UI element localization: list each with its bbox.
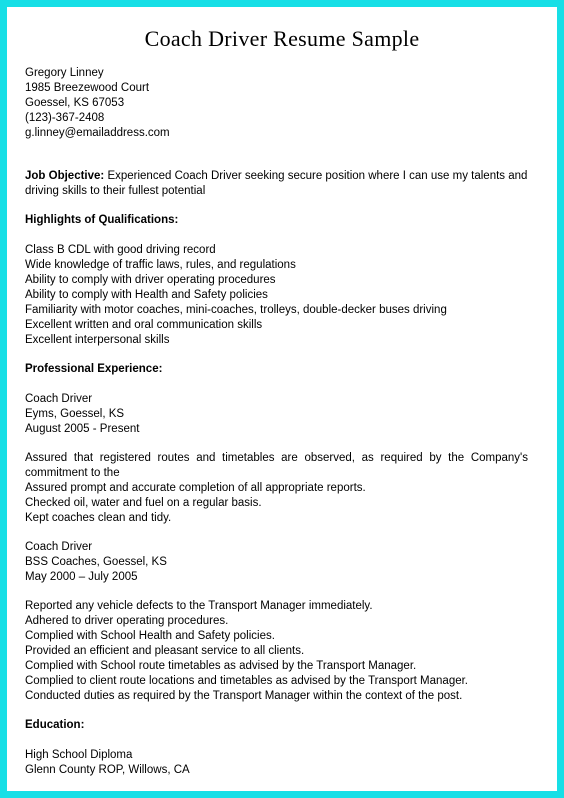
objective-text: Experienced Coach Driver seeking secure position where I can use my talents and [104, 170, 528, 182]
job-duty: Kept coaches clean and tidy. [25, 512, 172, 524]
education-heading: Education: [25, 719, 85, 731]
highlight-item: Ability to comply with driver operating procedures [25, 274, 276, 286]
job-title: Coach Driver [25, 393, 93, 405]
objective-line-1 [25, 169, 527, 183]
highlight-item: Excellent interpersonal skills [25, 334, 170, 346]
experience-heading: Professional Experience: [25, 363, 163, 375]
contact-email: g.linney@emailaddress.com [25, 127, 170, 139]
job-dates: August 2005 - Present [25, 423, 140, 435]
job-duty: Provided an efficient and pleasant service to all clients. [25, 645, 305, 657]
job-duty: Adhered to driver operating procedures. [25, 615, 229, 627]
job-company: Eyms, Goessel, KS [25, 408, 125, 420]
education-degree: High School Diploma [25, 749, 133, 761]
job-duty: Complied to client route locations and timetables as advised by the Transport Manager. [25, 675, 468, 687]
objective-line-2: driving skills to their fullest potential [25, 185, 206, 197]
contact-name: Gregory Linney [25, 67, 104, 79]
page-title: Coach Driver Resume Sample [144, 26, 420, 51]
education-school: Glenn County ROP, Willows, CA [25, 764, 190, 776]
highlight-item: Ability to comply with Health and Safety policies [25, 289, 268, 301]
job-duty: Checked oil, water and fuel on a regular basis. [25, 497, 262, 509]
job-duty: Conducted duties as required by the Transport Manager within the context of the post. [25, 690, 463, 702]
highlights-heading: Highlights of Qualifications: [25, 214, 179, 226]
job-dates: May 2000 – July 2005 [25, 571, 138, 583]
contact-street: 1985 Breezewood Court [25, 82, 150, 94]
job-title: Coach Driver [25, 541, 93, 553]
job-duty: Assured that registered routes and timetables are observed, as required by the Company's [25, 452, 528, 464]
job-duty: Complied with School route timetables as advised by the Transport Manager. [25, 660, 417, 672]
job-duty: Reported any vehicle defects to the Transport Manager immediately. [25, 600, 373, 612]
job-company: BSS Coaches, Goessel, KS [25, 556, 167, 568]
highlight-item: Class B CDL with good driving record [25, 244, 216, 256]
job-duty: Complied with School Health and Safety policies. [25, 630, 275, 642]
highlight-item: Wide knowledge of traffic laws, rules, and regulations [25, 259, 296, 271]
job-duty: commitment to the [25, 467, 120, 479]
objective-label: Job Objective: [25, 170, 105, 182]
contact-phone: (123)-367-2408 [25, 112, 105, 124]
contact-city: Goessel, KS 67053 [25, 97, 125, 109]
highlight-item: Familiarity with motor coaches, mini-coaches, trolleys, double-decker buses driving [25, 304, 447, 316]
highlight-item: Excellent written and oral communication skills [25, 319, 263, 331]
job-duty: Assured prompt and accurate completion of all appropriate reports. [25, 482, 366, 494]
